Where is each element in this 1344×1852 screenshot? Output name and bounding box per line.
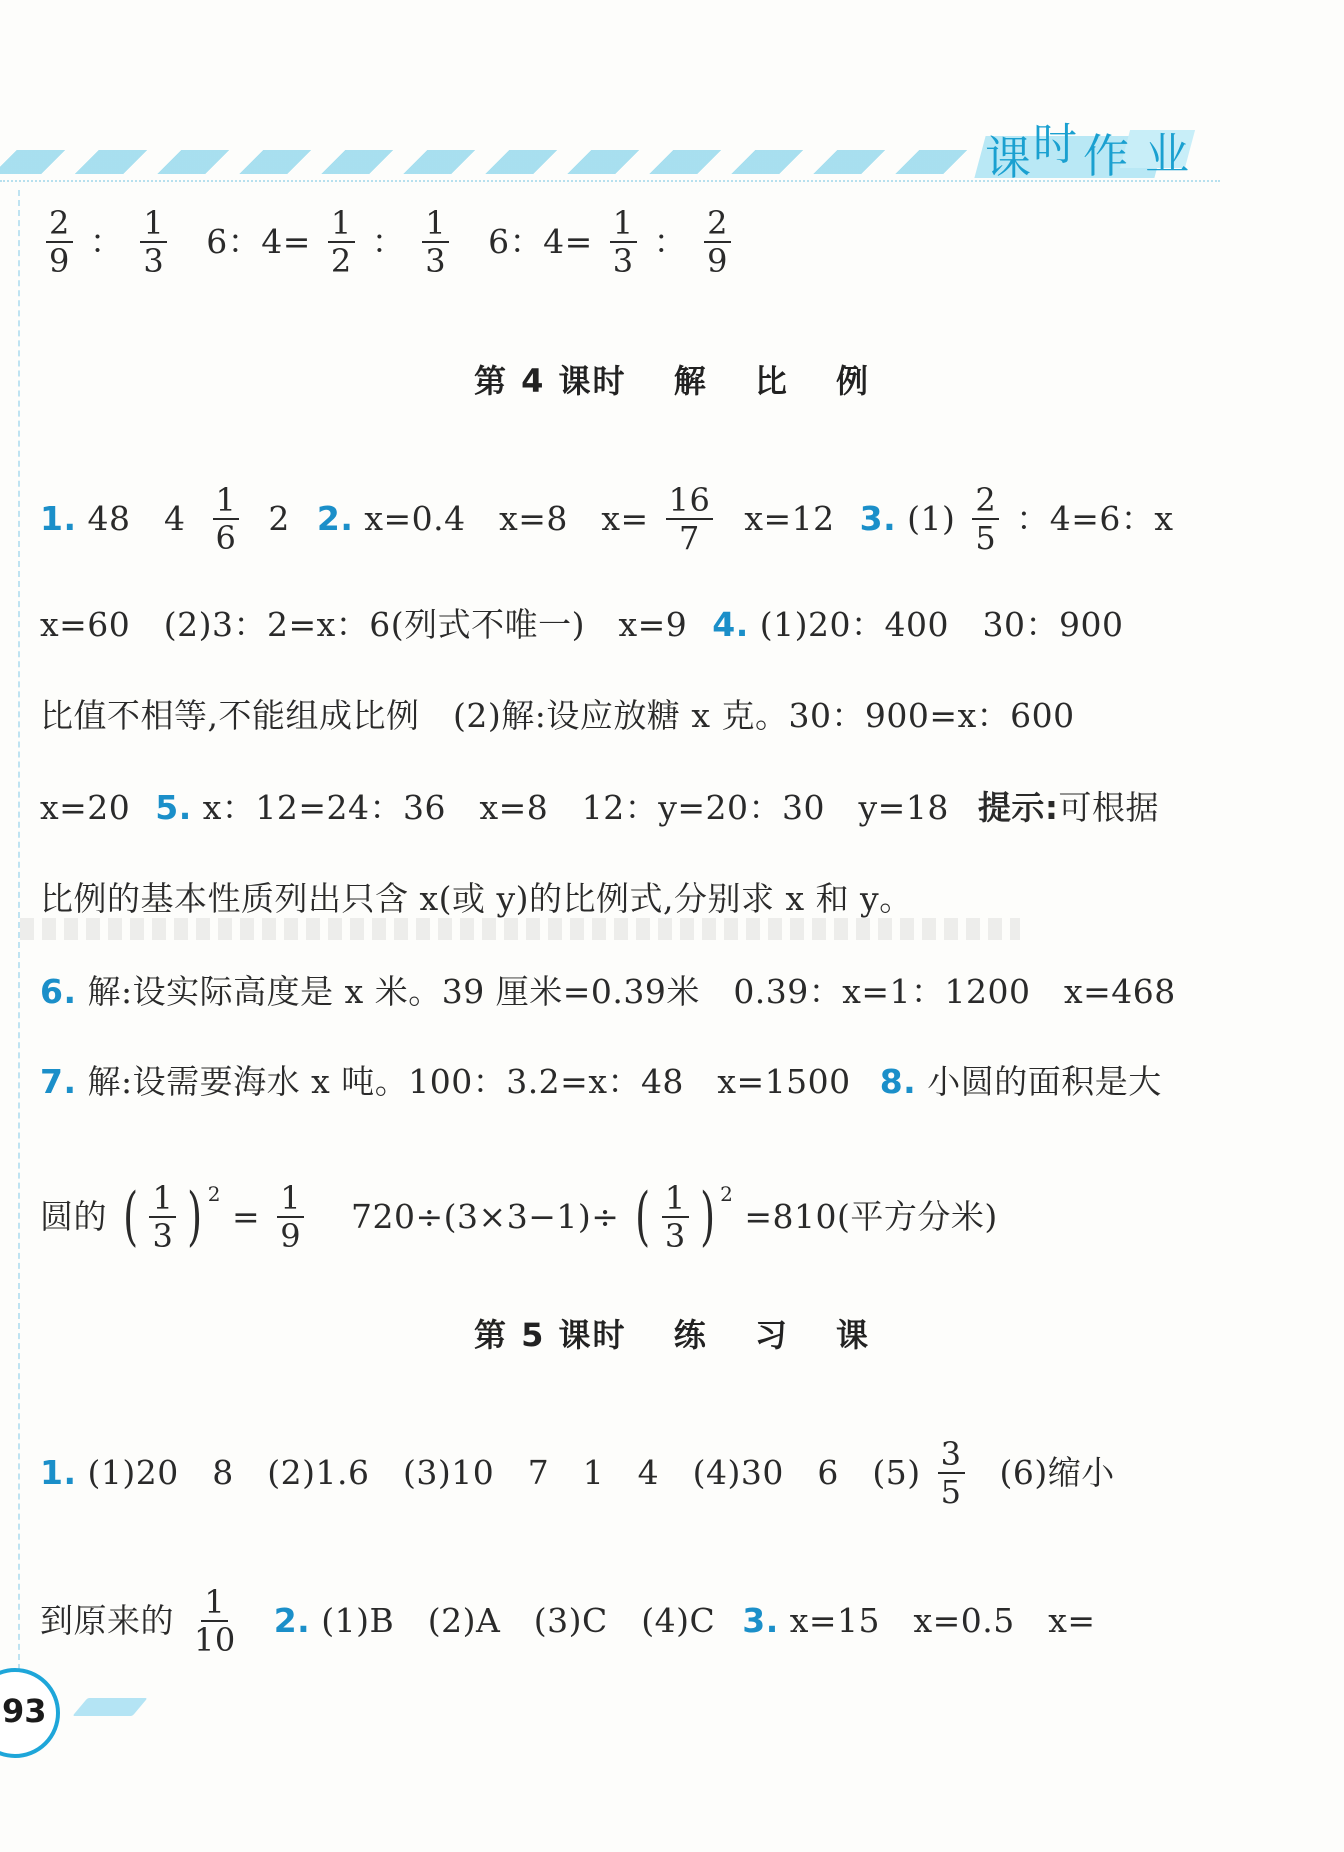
text: 解:设实际高度是 x 米。39 厘米=0.39米 0.39：x=1：1200 x=468 (87, 972, 1176, 1011)
fraction: $\frac{2}{9}$ (704, 205, 731, 279)
tip-label: 提示: (977, 788, 1059, 827)
text: x=15 x=0.5 x= (789, 1601, 1096, 1640)
fraction: $\frac{1}{3}$ (422, 205, 449, 279)
text: 解:设需要海水 x 吨。100：3.2=x：48 x=1500 (87, 1062, 851, 1101)
fraction: $\frac{1}{6}$ (213, 482, 240, 556)
question-number: 6. (40, 972, 77, 1011)
brand-char-2: 时 (1033, 119, 1077, 170)
text: (6)缩小 (999, 1453, 1115, 1492)
brand-char-3: 作 (1083, 129, 1129, 183)
answer-line-0 (40, 205, 737, 279)
text: 小圆的面积是大 (927, 1062, 1162, 1101)
header-stripes (0, 150, 980, 174)
text: 6：4= (206, 222, 311, 261)
text: (1) (907, 499, 956, 538)
text: ： (89, 222, 124, 261)
text: = (232, 1197, 261, 1236)
answer-line-8 (40, 1180, 998, 1254)
text: 圆的 (40, 1197, 107, 1236)
lesson-4-title: 第 4 课时 解 比 例 (474, 362, 870, 400)
question-number: 3. (742, 1601, 779, 1640)
text: 48 4 (87, 499, 186, 538)
text: 720÷(3×3−1)÷ (351, 1197, 620, 1236)
fraction: $\frac{1}{9}$ (277, 1180, 304, 1254)
text: (1)20 8 (2)1.6 (3)10 7 1 4 (4)30 6 (5) (87, 1453, 921, 1492)
header-brand (975, 108, 1215, 185)
question-number: 8. (879, 1062, 917, 1101)
question-number: 2. (316, 499, 354, 538)
answer-line-4 (40, 786, 1159, 828)
question-number: 5. (155, 788, 192, 827)
fraction: $\frac{2}{5}$ (972, 482, 999, 556)
fraction: $\frac{1}{3}$ (610, 205, 637, 279)
text: 2 (268, 499, 290, 538)
question-number: 1. (40, 499, 77, 538)
question-number: 7. (40, 1062, 77, 1101)
right-paren: ) (699, 1180, 716, 1254)
footer-swoosh (72, 1698, 147, 1716)
practice-line-1 (40, 1436, 1115, 1510)
brand-char-4: 业 (1145, 129, 1189, 180)
answer-line-1 (40, 482, 1173, 556)
text: =810(平方分米) (744, 1197, 998, 1236)
text: x=60 (2)3：2=x：6(列式不唯一) x=9 (40, 605, 688, 644)
text: ： (653, 222, 688, 261)
left-paren: ( (635, 1180, 651, 1254)
text: x=0.4 x=8 x= (364, 499, 649, 538)
fraction: $\frac{16}{7}$ (666, 482, 714, 556)
right-paren: ) (187, 1180, 203, 1254)
exponent: 2 (207, 1182, 222, 1206)
text: x：12=24：36 x=8 12：y=20：30 y=18 (202, 788, 949, 827)
text: 6：4= (488, 222, 593, 261)
fraction: $\frac{3}{5}$ (938, 1436, 965, 1510)
text: ： (371, 222, 406, 261)
fraction: $\frac{1}{3}$ (140, 205, 167, 279)
text: x=12 (744, 499, 835, 538)
text: 比例的基本性质列出只含 x(或 y)的比例式,分别求 x 和 y。 (40, 879, 913, 918)
exponent: 2 (720, 1182, 734, 1206)
text: (1)B (2)A (3)C (4)C (321, 1601, 716, 1640)
answer-line-6 (40, 970, 1176, 1012)
question-number: 3. (859, 499, 897, 538)
question-number: 1. (40, 1453, 77, 1492)
answer-line-7 (40, 1060, 1162, 1102)
text: x=20 (40, 788, 131, 827)
fraction: $\frac{1}{10}$ (194, 1583, 236, 1659)
left-paren: ( (123, 1180, 139, 1254)
lesson-5-title: 第 5 课时 练 习 课 (474, 1316, 870, 1354)
text: ：4=6：x (1016, 499, 1174, 538)
fraction: $\frac{2}{9}$ (46, 205, 73, 279)
fraction: $\frac{1}{3}$ (662, 1180, 689, 1254)
fraction: $\frac{1}{2}$ (328, 205, 355, 279)
practice-line-2 (40, 1584, 1096, 1658)
bleed-through (20, 918, 1020, 940)
question-number: 4. (712, 605, 749, 644)
answer-line-5 (40, 877, 913, 919)
page-number-badge (0, 1668, 60, 1758)
fraction: $\frac{1}{3}$ (149, 1180, 176, 1254)
header-dotted-line (0, 180, 1220, 182)
answer-line-2 (40, 603, 1123, 645)
text: 到原来的 (40, 1601, 174, 1640)
text: 可根据 (1058, 788, 1160, 827)
answer-line-3 (40, 694, 1075, 736)
text: (1)20：400 30：900 (759, 605, 1124, 644)
text: 比值不相等,不能组成比例 (2)解:设应放糖 x 克。30：900=x：600 (40, 696, 1075, 735)
page-number: 93 (2, 1692, 47, 1730)
brand-char-1: 课 (985, 131, 1031, 185)
question-number: 2. (273, 1601, 311, 1640)
